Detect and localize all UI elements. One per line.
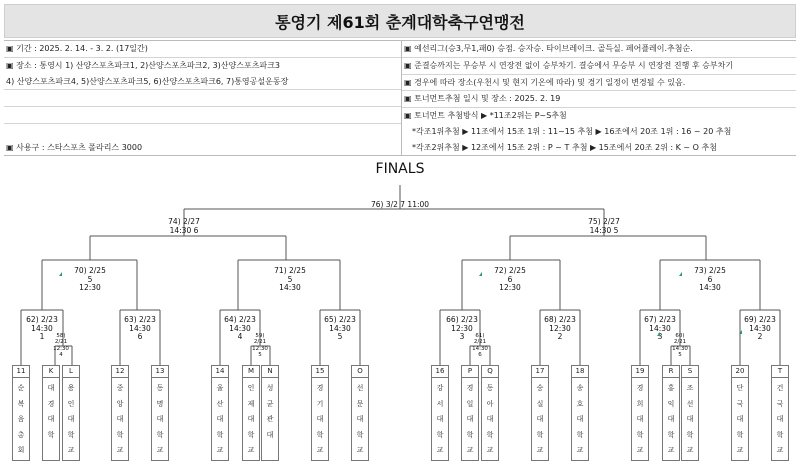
- team-name: 경일대학교: [466, 384, 474, 454]
- match-label-line: 76) 3/2 7 11:00: [370, 200, 430, 209]
- team-name: 송호대학교: [576, 384, 584, 454]
- team-seed: T: [772, 366, 788, 378]
- team-name: 울산대학교: [216, 384, 224, 454]
- match-label-line: 2/21: [473, 339, 487, 346]
- match-label-line: 2: [557, 332, 563, 341]
- team-seed: M: [243, 366, 259, 378]
- match-label-line: 14:30: [329, 323, 351, 333]
- info-draw-method: ▣ 토너먼트 추첨방식 ▶ *11조2위는 P~S추첨: [404, 111, 567, 121]
- match-71: [274, 267, 306, 293]
- team-box: [662, 365, 680, 461]
- match-label-line: 14:30: [279, 283, 301, 292]
- match-label-line: 12:30: [549, 323, 571, 333]
- match-label-line: 64) 2/23: [224, 315, 256, 324]
- finals-heading: FINALS: [375, 161, 425, 177]
- bracket-line: [21, 260, 63, 310]
- match-label-line: 62) 2/23: [26, 315, 58, 324]
- match-65: [324, 316, 356, 342]
- match-label-line: 67) 2/23: [644, 315, 676, 324]
- team-name: 경기대학교: [316, 384, 324, 454]
- team-box: [531, 365, 549, 461]
- match-74: [168, 218, 200, 235]
- flag-icon: [657, 332, 660, 336]
- team-seed: S: [682, 366, 698, 378]
- bracket-line: [42, 236, 137, 260]
- bracket-line: [640, 260, 680, 310]
- bracket-line: [238, 236, 340, 260]
- team-name: 성균관대: [266, 384, 274, 439]
- team-name: 숭실대학교: [536, 384, 544, 454]
- match-61: [472, 333, 488, 358]
- team-seed: 11: [13, 366, 29, 378]
- match-label-line: 68) 2/23: [544, 315, 576, 324]
- team-box: [311, 365, 329, 461]
- team-box: [631, 365, 649, 461]
- match-label-line: 4: [237, 332, 243, 341]
- info-draw-rule: ▣ 준결승까지는 무승부 시 연장전 없이 승부차기. 결승에서 무승부 시 연장전 진행 후 승부차기: [402, 58, 796, 75]
- match-label-line: 12:30: [499, 283, 521, 292]
- match-label-line: 69) 2/23: [744, 315, 776, 324]
- team-box: [731, 365, 749, 461]
- team-box: [481, 365, 499, 461]
- match-label-line: 6: [707, 274, 713, 284]
- match-label-line: 63) 2/23: [124, 315, 156, 324]
- info-period: ▣ 기간 : 2025. 2. 14. - 3. 2. (17일간): [4, 41, 401, 58]
- match-label-line: 72) 2/25: [494, 266, 526, 275]
- match-label-line: 58): [56, 333, 66, 339]
- match-label-line: 14:30: [672, 345, 688, 352]
- team-name: 순복음총회: [17, 384, 25, 454]
- team-box: [771, 365, 789, 461]
- team-name: 건국대학교: [776, 384, 784, 454]
- team-name: 선문대학교: [356, 384, 364, 454]
- match-label-line: 3: [459, 332, 465, 341]
- team-name: 동명대학교: [156, 384, 164, 454]
- bracket-line: [740, 260, 780, 310]
- team-box: [571, 365, 589, 461]
- team-seed: R: [663, 366, 679, 378]
- match-60: [672, 333, 688, 358]
- match-label-line: 14:30: [129, 323, 151, 333]
- match-63: [124, 316, 156, 342]
- flag-icon: [679, 272, 682, 276]
- match-label-line: 65) 2/23: [324, 315, 356, 324]
- team-name: 단국대학교: [736, 384, 744, 454]
- match-58: [53, 333, 69, 358]
- team-box: [12, 365, 30, 461]
- info-league-rule: ▣ 예선리그(승3,무1,패0) 승점. 승자승. 타이브레이크. 골득실. 페어플레이.추첨순.: [402, 41, 796, 58]
- team-seed: Q: [482, 366, 498, 378]
- match-label-line: 14:30 6: [169, 225, 199, 235]
- match-label-line: 71) 2/25: [274, 266, 306, 275]
- team-seed: N: [262, 366, 278, 378]
- team-box: [431, 365, 449, 461]
- team-name: 용인대학교: [67, 384, 75, 454]
- match-label-line: 5: [337, 332, 343, 341]
- match-label-line: 2/21: [253, 339, 267, 346]
- team-box: [211, 365, 229, 461]
- team-seed: 20: [732, 366, 748, 378]
- match-label-line: 70) 2/25: [74, 266, 106, 275]
- match-label-line: 4: [59, 351, 63, 358]
- team-box: [681, 365, 699, 461]
- match-label-line: 60): [675, 333, 685, 339]
- team-name: 홍익대학교: [667, 384, 675, 454]
- team-box: [461, 365, 479, 461]
- match-70: [74, 267, 106, 293]
- flag-icon: [59, 272, 62, 276]
- team-seed: O: [352, 366, 368, 378]
- match-72: [494, 267, 526, 293]
- team-box: [242, 365, 260, 461]
- match-label-line: 14:30: [472, 345, 488, 352]
- match-label-line: 74) 2/27: [168, 217, 200, 226]
- team-seed: 16: [432, 366, 448, 378]
- info-venue: ▣ 장소 : 통영시 1) 산양스포츠파크1, 2)산양스포츠파크2, 3)산양스포츠파크3: [6, 60, 280, 70]
- match-59: [252, 333, 268, 358]
- team-box: [62, 365, 80, 461]
- team-box: [111, 365, 129, 461]
- match-76-final: [371, 201, 429, 210]
- match-label-line: 14:30: [229, 323, 251, 333]
- match-label-line: 12:30: [53, 345, 69, 352]
- bracket-line: [540, 260, 580, 310]
- team-box: [151, 365, 169, 461]
- match-label-line: 3: [657, 332, 663, 341]
- bracket-line: [660, 236, 760, 260]
- match-label-line: 14:30: [31, 323, 53, 333]
- match-label-line: 14:30: [699, 283, 721, 292]
- info-second-draw: *각조2위추첨 ▶ 12조에서 15조 2위 : P ~ T 추첨 ▶ 15조에서 20조 2위 : K ~ O 추첨: [412, 142, 717, 152]
- match-label-line: 1: [39, 332, 45, 341]
- team-seed: 17: [532, 366, 548, 378]
- team-name: 중앙대학교: [116, 384, 124, 454]
- match-label-line: 5: [678, 351, 682, 358]
- match-69: [744, 316, 776, 342]
- team-box: [261, 365, 279, 461]
- tournament-title: 통영기 제61회 춘계대학축구연맹전: [4, 4, 796, 38]
- match-label-line: 61): [475, 333, 485, 339]
- bracket-line: [220, 260, 260, 310]
- match-label-line: 2: [757, 332, 763, 341]
- match-label-line: 5: [258, 351, 262, 358]
- match-73: [694, 267, 726, 293]
- match-label-line: 66) 2/23: [446, 315, 478, 324]
- team-seed: P: [462, 366, 478, 378]
- match-label-line: 2/21: [54, 339, 68, 346]
- match-label-line: 6: [137, 332, 143, 341]
- match-label-line: 12:30: [252, 345, 268, 352]
- team-seed: K: [43, 366, 59, 378]
- team-seed: 15: [312, 366, 328, 378]
- info-draw-date: ▣ 토너먼트추첨 일시 및 장소 : 2025. 2. 19: [402, 91, 796, 108]
- info-venue-cont: 4) 산양스포츠파크4, 5)산양스포츠파크5, 6)산양스포츠파크6, 7)통영공설운동장: [4, 74, 401, 91]
- match-label-line: 2/21: [673, 339, 687, 346]
- match-label-line: 14:30 5: [589, 225, 619, 235]
- match-label-line: 6: [478, 351, 482, 358]
- match-label-line: 5: [287, 274, 293, 284]
- bracket-line: [440, 260, 480, 310]
- match-label-line: 14:30: [649, 323, 671, 333]
- match-label-line: 12:30: [451, 323, 473, 333]
- match-75: [588, 218, 620, 235]
- team-box: [351, 365, 369, 461]
- team-seed: 12: [112, 366, 128, 378]
- flag-icon: [479, 272, 482, 276]
- info-schedule-note: ▣ 경우에 따라 장소(우천시 및 현지 기온에 따라) 및 경기 일정이 변경될 수 있음.: [402, 75, 796, 92]
- team-seed: 13: [152, 366, 168, 378]
- info-ball: ▣ 사용구 : 스타스포츠 폴라리스 3000: [6, 142, 143, 152]
- team-name: 경희대학교: [636, 384, 644, 454]
- match-68: [544, 316, 576, 342]
- team-name: 동아대학교: [486, 384, 494, 454]
- team-name: 대경대학: [47, 384, 55, 439]
- match-label-line: 14:30: [749, 323, 771, 333]
- team-name: 조선대학교: [686, 384, 694, 454]
- team-name: 강서대학교: [436, 384, 444, 454]
- team-seed: 19: [632, 366, 648, 378]
- match-label-line: 59): [255, 333, 265, 339]
- flag-icon: [739, 330, 742, 334]
- match-label-line: 73) 2/25: [694, 266, 726, 275]
- bracket-line: [320, 260, 360, 310]
- match-label-line: 6: [507, 274, 513, 284]
- match-label-line: 5: [87, 274, 93, 284]
- match-label-line: 12:30: [79, 283, 101, 292]
- match-label-line: 75) 2/27: [588, 217, 620, 226]
- team-seed: 14: [212, 366, 228, 378]
- team-box: [42, 365, 60, 461]
- info-first-draw: *각조1위추첨 ▶ 11조에서 15조 1위 : 11~15 추첨 ▶ 16조에서 20조 1위 : 16 ~ 20 추첨: [412, 126, 732, 136]
- bracket-line: [120, 260, 160, 310]
- team-name: 인제대학교: [247, 384, 255, 454]
- bracket-line: [462, 236, 560, 260]
- team-seed: 18: [572, 366, 588, 378]
- team-seed: L: [63, 366, 79, 378]
